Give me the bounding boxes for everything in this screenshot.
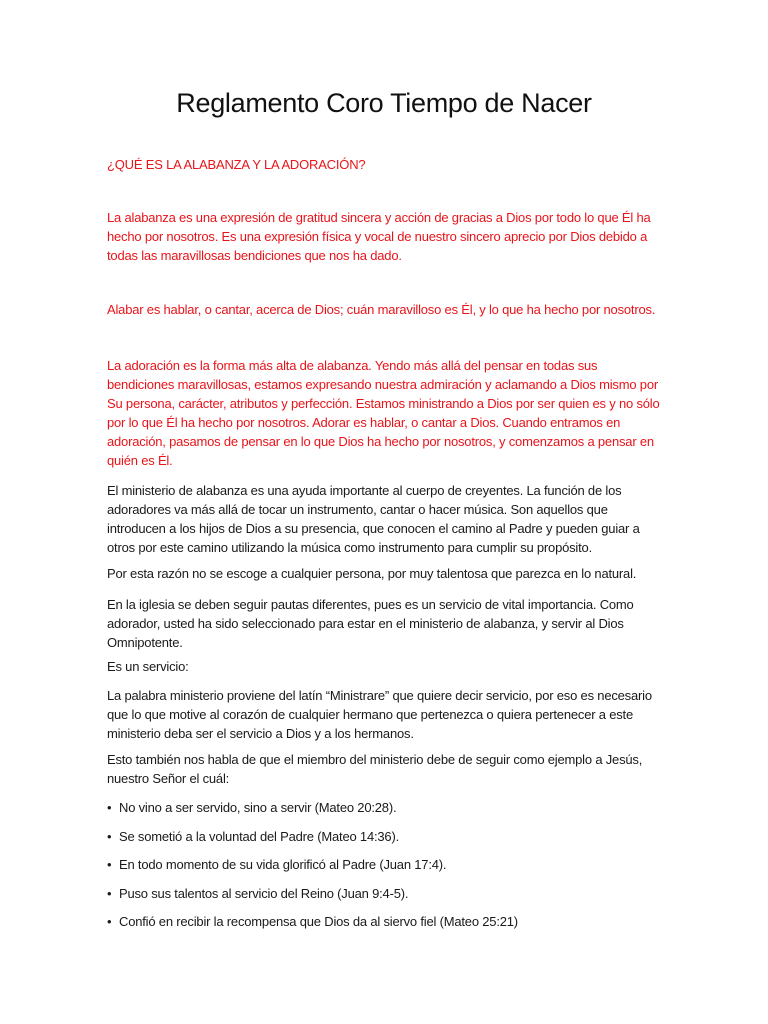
- servicio-emphasis-dios: servicio a Dios: [229, 726, 312, 741]
- razon-paragraph: Por esta razón no se escoge a cualquier persona, por muy talentosa que parezca en lo natural.: [107, 566, 637, 581]
- document-title: Reglamento Coro Tiempo de Nacer: [176, 88, 592, 118]
- section-question-heading: ¿QUÉ ES LA ALABANZA Y LA ADORACIÓN?: [107, 157, 366, 172]
- servicio-text-2: y a: [311, 726, 335, 741]
- servicio-emphasis-hermanos: los hermanos: [334, 726, 411, 741]
- servicio-text-3: .: [410, 726, 414, 741]
- iglesia-paragraph: En la iglesia se deben seguir pautas diferentes, pues es un servicio de vital importancia. Como adorador, usted ha sido seleccionado para estar en el ministerio de alabanza, y servir al Dios Omnipotente.: [107, 597, 634, 650]
- bullet-item: • Confió en recibir la recompensa que Dios da al siervo fiel (Mateo 25:21): [107, 912, 667, 931]
- ejemplo-paragraph: Esto también nos habla de que el miembro del ministerio debe de seguir como ejemplo a Jesús, nuestro Señor el cuál:: [107, 752, 643, 786]
- adoracion-paragraph: La adoración es la forma más alta de alabanza. Yendo más allá del pensar en todas sus bendiciones maravillosas, estamos expresando nuestra admiración y aclamando a Dios mismo por Su persona, carácter, atributos y perfección. Estamos ministrando a Dios por ser quien es y no sólo por lo que Él ha hecho por nosotros. Adorar es hablar, o cantar a Dios. Cuando entramos en adoración, pasamos de pensar en lo que Dios ha hecho por nosotros, y comenzamos a pensar en quién es Él.: [107, 358, 660, 468]
- bullet-item: • En todo momento de su vida glorificó al Padre (Juan 17:4).: [107, 855, 667, 874]
- bullet-item: • Se sometió a la voluntad del Padre (Mateo 14:36).: [107, 827, 667, 846]
- servicio-paragraph: [107, 686, 667, 743]
- servicio-text-1: La palabra ministerio proviene del latín “Ministrare” que quiere decir servicio, por eso es necesario que lo que motive al corazón de cualquier hermano que pertenezca o quiera pertenecer a este ministerio deba ser el: [107, 688, 652, 741]
- bullet-item: • No vino a ser servido, sino a servir (Mateo 20:28).: [107, 798, 667, 817]
- servicio-heading: Es un servicio:: [107, 659, 189, 674]
- ministerio-paragraph: El ministerio de alabanza es una ayuda importante al cuerpo de creyentes. La función de los adoradores va más allá de tocar un instrumento, cantar o hacer música. Son aquellos que introducen a los hijos de Dios a su presencia, que conocen el camino al Padre y pueden guiar a otros por este camino utilizando la música como instrumento para cumplir su propósito.: [107, 483, 640, 555]
- alabar-paragraph: Alabar es hablar, o cantar, acerca de Dios; cuán maravilloso es Él, y lo que ha hecho por nosotros.: [107, 302, 656, 317]
- alabanza-paragraph: La alabanza es una expresión de gratitud sincera y acción de gracias a Dios por todo lo que Él ha hecho por nosotros. Es una expresión física y vocal de nuestro sincero aprecio por Dios debido a todas las maravillosas bendiciones que nos ha dado.: [107, 210, 651, 263]
- bullet-item: • Puso sus talentos al servicio del Reino (Juan 9:4-5).: [107, 884, 667, 903]
